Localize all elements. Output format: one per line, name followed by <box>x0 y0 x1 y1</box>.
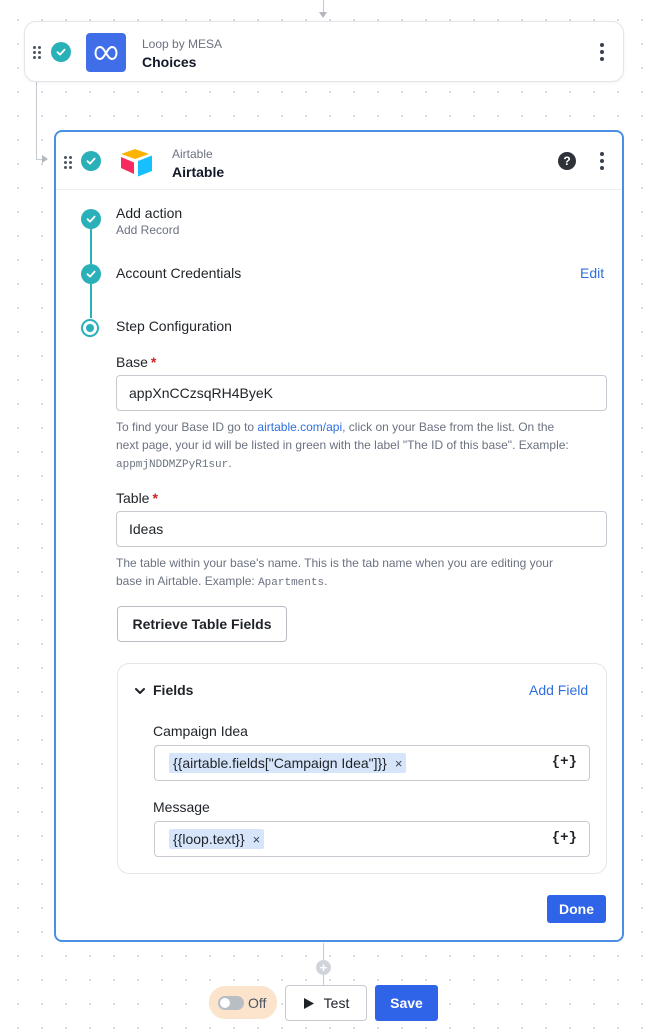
base-label: Base * <box>116 354 157 370</box>
step-complete-icon <box>81 209 101 229</box>
done-button[interactable]: Done <box>547 895 606 923</box>
airtable-step-card[interactable] <box>54 130 624 942</box>
add-field-link[interactable]: Add Field <box>529 682 589 698</box>
step-current-icon <box>81 319 99 337</box>
loop-more-menu-icon[interactable] <box>598 43 606 61</box>
infinity-icon <box>91 44 121 62</box>
airtable-more-menu-icon[interactable] <box>598 152 606 170</box>
loop-step-card[interactable] <box>24 21 624 82</box>
toggle-label: Off <box>248 995 267 1011</box>
test-button[interactable] <box>285 985 367 1021</box>
insert-variable-button[interactable]: {+} <box>551 754 577 770</box>
loop-app-logo <box>86 33 126 72</box>
question-circle-icon[interactable]: ? <box>558 152 576 170</box>
test-button-label: Test <box>323 995 350 1011</box>
campaign-idea-input[interactable] <box>154 745 590 781</box>
add-step-icon[interactable]: + <box>316 960 331 975</box>
step-credentials-title[interactable]: Account Credentials <box>116 265 242 281</box>
base-input[interactable]: appXnCCzsqRH4ByeK <box>116 375 607 411</box>
field-label-campaign-idea: Campaign Idea <box>153 723 248 739</box>
field-label-message: Message <box>153 799 210 815</box>
message-input[interactable] <box>154 821 590 857</box>
airtable-app-name: Airtable <box>172 147 213 161</box>
step-connector <box>90 284 92 318</box>
table-label: Table * <box>116 490 158 506</box>
connector-top-arrow <box>319 12 327 18</box>
chevron-down-icon[interactable] <box>134 685 146 697</box>
airtable-api-link[interactable]: airtable.com/api <box>257 420 343 434</box>
insert-variable-button[interactable]: {+} <box>551 830 577 846</box>
remove-chip-icon[interactable]: × <box>394 755 403 771</box>
drag-handle-icon[interactable] <box>33 46 41 59</box>
fields-section <box>117 663 607 874</box>
card-header-divider <box>56 189 622 190</box>
drag-handle-icon[interactable] <box>64 156 72 169</box>
airtable-logo <box>119 147 155 177</box>
play-icon <box>303 997 315 1010</box>
step-complete-icon <box>81 151 101 171</box>
branch-line <box>36 82 37 159</box>
table-input[interactable]: Ideas <box>116 511 607 547</box>
edit-credentials-link[interactable]: Edit <box>580 265 605 281</box>
base-help-text: To find your Base ID go to airtable.com/api, click on your Base from the list. On the next page, your id will be listed in green with the label "The ID of this base". Example: appmjNDDMZPyR1sur. <box>116 420 569 471</box>
loop-step-name: Choices <box>142 54 197 70</box>
connector-bottom-lower <box>323 975 324 985</box>
remove-chip-icon[interactable]: × <box>252 831 261 847</box>
fields-title[interactable]: Fields <box>153 682 194 698</box>
step-add-action-subtitle: Add Record <box>116 223 180 237</box>
save-button[interactable]: Save <box>375 985 438 1021</box>
loop-app-name: Loop by MESA <box>142 37 223 51</box>
retrieve-table-fields-button[interactable]: Retrieve Table Fields <box>117 606 287 642</box>
step-complete-icon <box>51 42 71 62</box>
step-add-action-title[interactable]: Add action <box>116 205 183 221</box>
step-configuration-title: Step Configuration <box>116 318 232 334</box>
toggle-switch[interactable] <box>218 996 244 1010</box>
variable-chip[interactable]: {{airtable.fields["Campaign Idea"]}} × <box>169 753 406 773</box>
step-complete-icon <box>81 264 101 284</box>
step-connector <box>90 229 92 264</box>
connector-bottom <box>323 943 324 961</box>
workflow-toggle[interactable] <box>209 986 277 1019</box>
table-help-text: The table within your base's name. This is the tab name when you are editing your base in Airtable. Example: Apartments. <box>116 556 553 589</box>
branch-arrow <box>42 155 48 163</box>
airtable-step-name: Airtable <box>172 164 225 180</box>
variable-chip[interactable]: {{loop.text}} × <box>169 829 264 849</box>
